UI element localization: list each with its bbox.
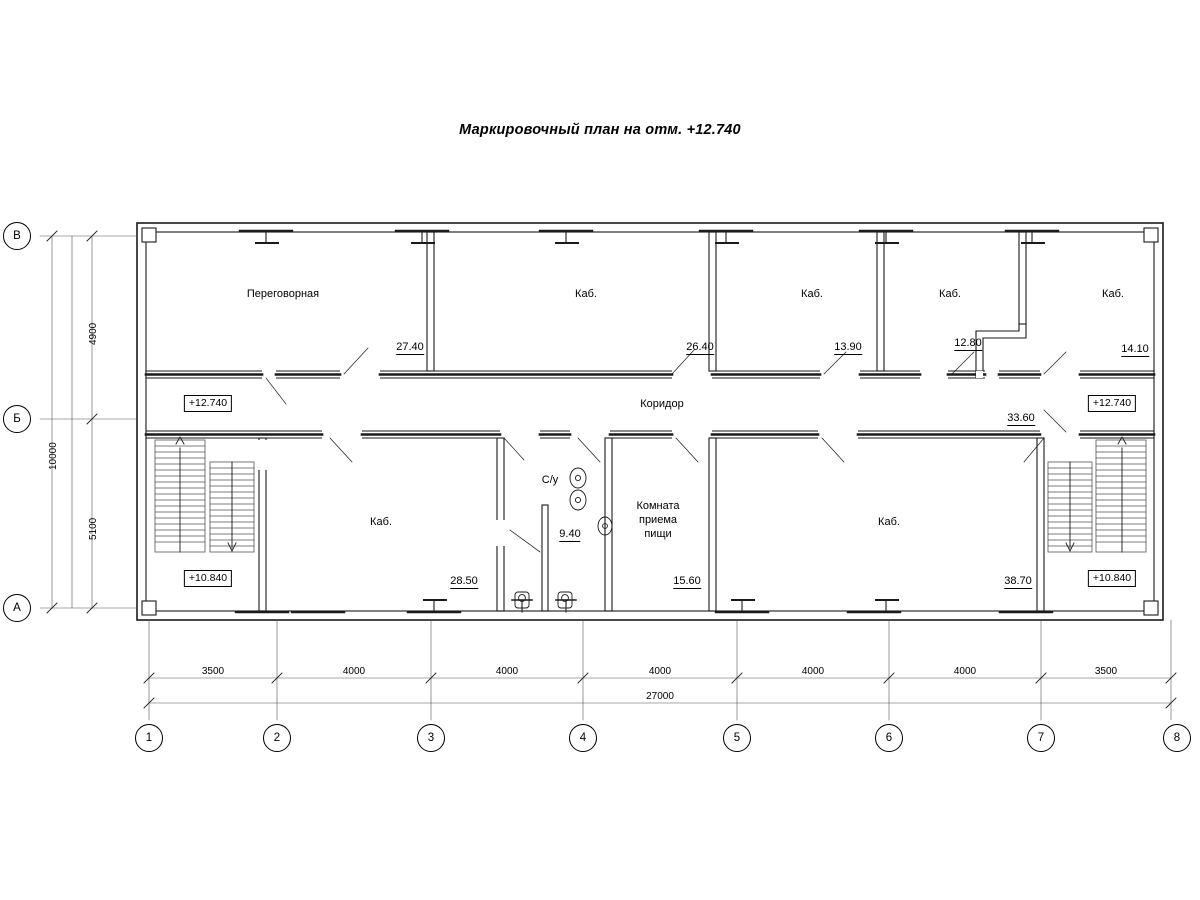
dimension-bottom-5: 4000: [801, 666, 825, 677]
room-area-cab-b4: 12.80: [954, 337, 982, 349]
axis-label-v: В: [3, 222, 31, 250]
room-label-cab-a2: Каб.: [878, 516, 900, 528]
axis-label-7: 7: [1027, 724, 1055, 752]
dimension-bottom-3: 4000: [495, 666, 519, 677]
room-label-corridor: Коридор: [640, 398, 684, 410]
elevation-mark-bottom-left: +10.840: [184, 570, 232, 587]
dimension-bottom-4: 4000: [648, 666, 672, 677]
room-area-cab-a2: 38.70: [1004, 575, 1032, 587]
dimension-bottom-1: 3500: [201, 666, 225, 677]
dimension-left-4900: 4900: [88, 322, 99, 345]
room-label-dining-line1: Комната: [636, 500, 680, 512]
room-label-cab-b2: Каб.: [575, 288, 597, 300]
room-label-cab-b3: Каб.: [801, 288, 823, 300]
room-label-cab-b4: Каб.: [939, 288, 961, 300]
room-area-corridor: 33.60: [1007, 412, 1035, 424]
dimension-bottom-total: 27000: [646, 691, 674, 702]
elevation-mark-top-left: +12.740: [184, 395, 232, 412]
room-area-cab-b5: 14.10: [1121, 343, 1149, 355]
room-area-dining: 15.60: [673, 575, 701, 587]
dimension-bottom-2: 4000: [342, 666, 366, 677]
dimension-left-5100: 5100: [88, 517, 99, 540]
axis-label-3: 3: [417, 724, 445, 752]
room-label-dining-line3: пищи: [644, 528, 672, 540]
room-label-wc: С/у: [541, 474, 559, 486]
axis-label-2: 2: [263, 724, 291, 752]
axis-label-4: 4: [569, 724, 597, 752]
room-label-negotiation: Переговорная: [246, 288, 320, 300]
axis-label-1: 1: [135, 724, 163, 752]
room-label-cab-a1: Каб.: [370, 516, 392, 528]
page-title: Маркировочный план на отм. +12.740: [459, 122, 741, 138]
room-label-dining-line2: приема: [638, 514, 678, 526]
dimension-bottom-7: 3500: [1094, 666, 1118, 677]
elevation-mark-top-right: +12.740: [1088, 395, 1136, 412]
room-area-negotiation: 27.40: [396, 341, 424, 353]
axis-label-b: Б: [3, 405, 31, 433]
axis-label-8: 8: [1163, 724, 1191, 752]
room-area-cab-b2: 26.40: [686, 341, 714, 353]
dimension-left-total: 10000: [48, 442, 59, 470]
axis-label-6: 6: [875, 724, 903, 752]
room-label-cab-b5: Каб.: [1102, 288, 1124, 300]
room-area-cab-b3: 13.90: [834, 341, 862, 353]
axis-label-a: А: [3, 594, 31, 622]
axis-label-5: 5: [723, 724, 751, 752]
elevation-mark-bottom-right: +10.840: [1088, 570, 1136, 587]
dimension-bottom-6: 4000: [953, 666, 977, 677]
room-area-wc: 9.40: [559, 528, 581, 540]
room-area-cab-a1: 28.50: [450, 575, 478, 587]
